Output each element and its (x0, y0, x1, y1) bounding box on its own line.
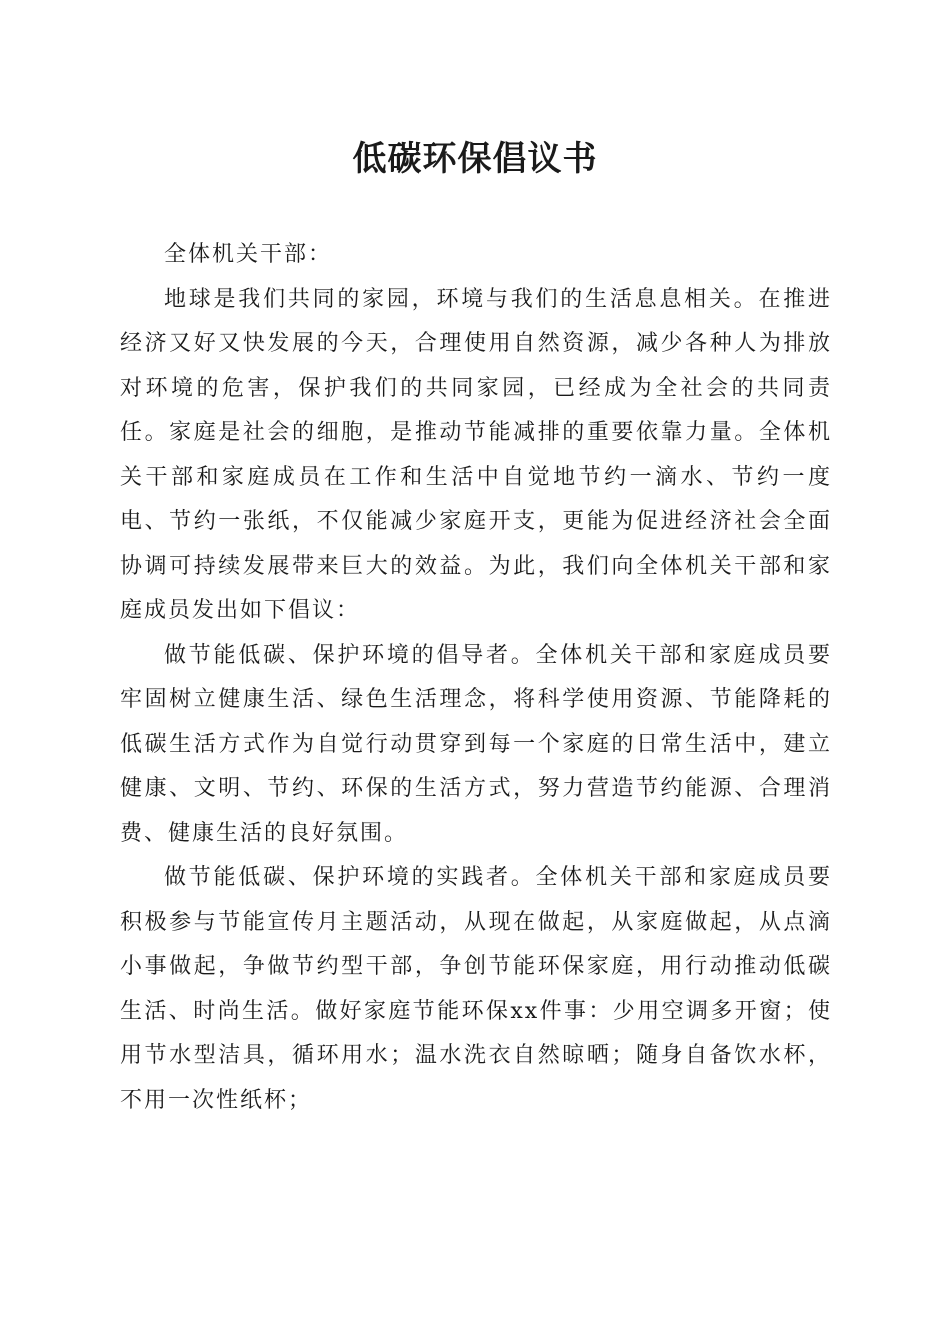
document-title: 低碳环保倡议书 (352, 139, 598, 179)
paragraph-intro: 地球是我们共同的家园，环境与我们的生活息息相关。在推进经济又好又快发展的今天，合理使用自然资源，减少各种人为排放对环境的危害，保护我们的共同家园，已经成为全社会的共同责任。家庭是社会的细胞，是推动节能减排的重要依靠力量。全体机关干部和家庭成员在工作和生活中自觉地节约一滴水、节约一度电、节约一张纸，不仅能减少家庭开支，更能为促进经济社会全面协调可持续发展带来巨大的效益。为此，我们向全体机关干部和家庭成员发出如下倡议： (120, 286, 832, 623)
salutation: 全体机关干部： (164, 242, 333, 267)
paragraph-advocate: 做节能低碳、保护环境的倡导者。全体机关干部和家庭成员要牢固树立健康生活、绿色生活理念，将科学使用资源、节能降耗的低碳生活方式作为自觉行动贯穿到每一个家庭的日常生活中，建立健康、文明、节约、环保的生活方式，努力营造节约能源、合理消费、健康生活的良好氛围。 (120, 642, 832, 846)
document-body (120, 233, 832, 1123)
paragraph-practitioner: 做节能低碳、保护环境的实践者。全体机关干部和家庭成员要积极参与节能宣传月主题活动，从现在做起，从家庭做起，从点滴小事做起，争做节约型干部，争创节能环保家庭，用行动推动低碳生活、时尚生活。做好家庭节能环保xx件事：少用空调多开窗；使用节水型洁具，循环用水；温水洗衣自然晾晒；随身自备饮水杯，不用一次性纸杯； (120, 865, 832, 1113)
